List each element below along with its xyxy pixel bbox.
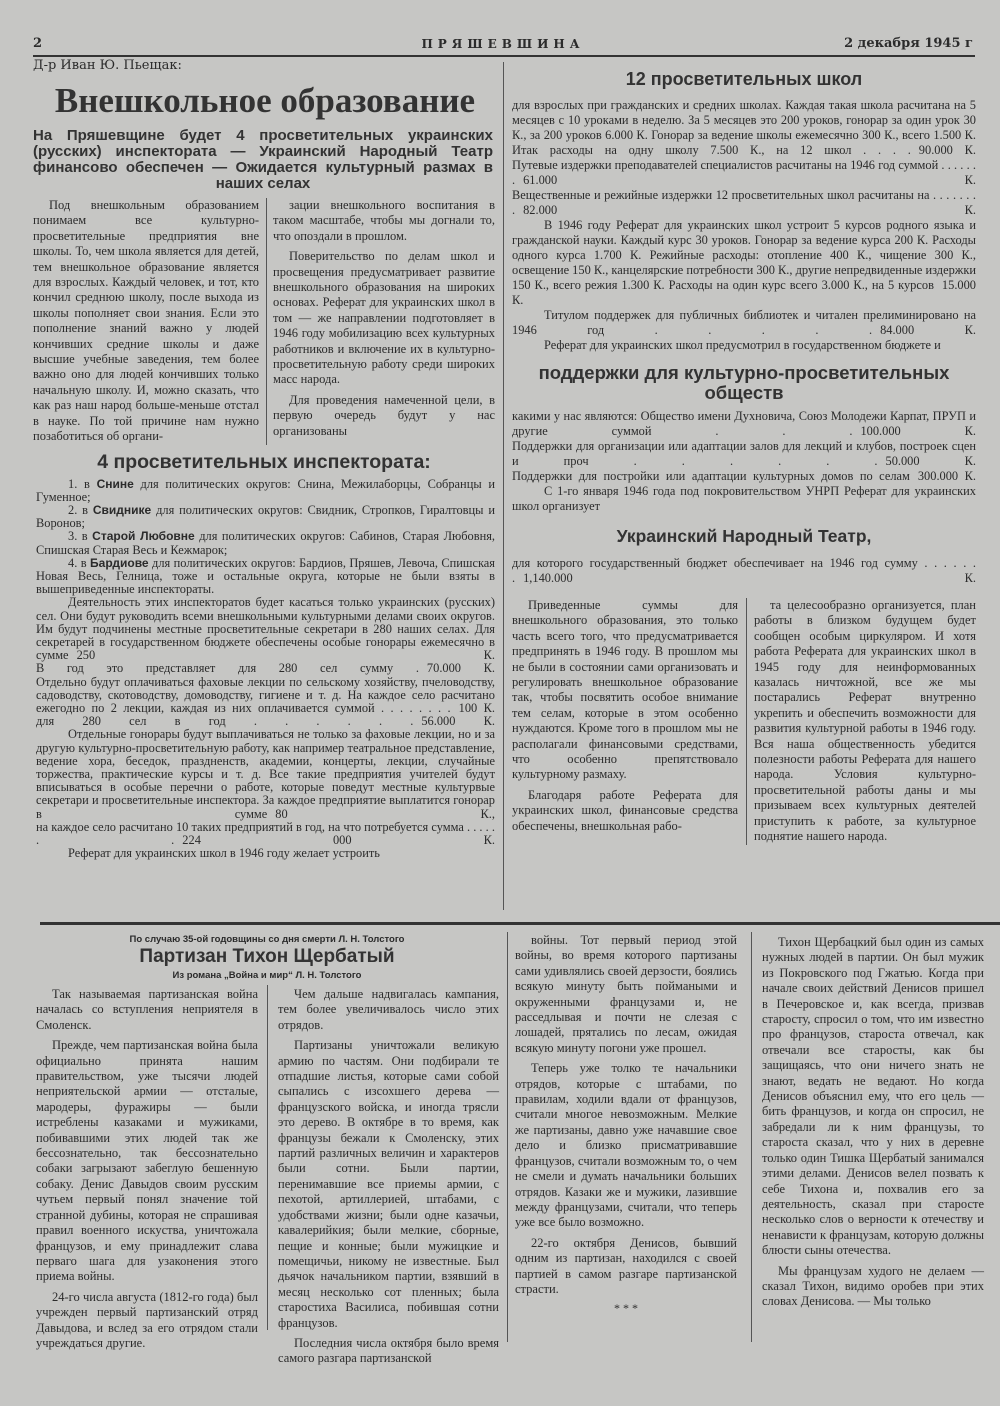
paragraph: Для проведения намеченной цели, в первую очередь будут у нас организованы [273, 392, 495, 438]
budget-text: на каждое село расчитано 10 таких предприятий в год, на что потребуется сумма . . . . . . . [36, 819, 495, 847]
item-text: для политических округов: Бардиов, Пряшев, Левоча, Спишская Новая Весь, Гелница, тоже и остальные округа, которые не были взяты в вышеприведенные инспектораты. [36, 555, 495, 597]
article1-columns [33, 198, 495, 445]
right-column-b [754, 598, 976, 845]
budget-text: Вещественные и режийные издержки 12 просветительных школ расчитаны на . . . . . . . . [512, 188, 976, 217]
budget-amount: 50.000 К. [885, 454, 976, 468]
column-text [515, 933, 737, 1297]
budget-amount: 100 К. [458, 700, 496, 715]
article-subtitle: На Пряшевщине будет 4 просветительных украинских (русских) инспектората — Украинский Народный Театр финансово обеспечен — Ожидается культурный размах в наших селах [33, 127, 493, 192]
paragraph: Партизаны уничтожали великую армию по частям. Они подбирали те отпадшие листья, которые сами собой сыпались с изсохшего дерева — французского войска, и иногда трясли это дерево. В октябре в то время, как французы бежали к Смоленску, этих партий различных величин и характеров были сотни. Были партии, перенимавшие все приемы армии, с пехотой, артиллерией, штабами, с удобствами жизни; были одне казачьи, кавалерийкия; были мелкие, сборные, пещие и конные; были мужицкие и помещичьи, никому не известные. Был дьячок начальником партии, взявший в месяц несколько сот пленных; была старостиха Василиса, побившая сотни французов. [278, 1038, 499, 1330]
article2-column-2 [278, 987, 499, 1367]
budget-text: Отдельные гонорары будут выплачиваться не только за фаховые лекции, но и за другую культурно-просветительную работу, как например театральное представление, ведение хора, беседок, праздненств, академии, концерты, лекции, случайные торжества, практические курсы и т. д. Все такие предприятия учителей будут вписываться в особые перечни о работе, которые поведут местные культурвые секретари и просветительные инспектора. За каждое предприятие выплатится гонорар в сумме [36, 727, 495, 821]
paragraph: Теперь уже толко те начальники отрядов, которые с штабами, по правилам, ходили вдали от французов, считали многое невозможным. Мелкие же партизаны, давно уже начавшие свое дело и близко присматривавшие французов, считали возможным то, о чем не смели и думать начальники больших отрядов. Казаки же и мужики, лазившие между французами, считали, что теперь уже все было возможно. [515, 1061, 737, 1230]
article2-column-3 [515, 933, 737, 1317]
budget-row [512, 409, 976, 439]
paragraph: Прежде, чем партизанская война была официально принята нашим правительством, уже тысячи людей неприятельской армии — отсталые, мародеры, фуражиры — были истреблены казаками и мужиками, побивавшими этих людей так же бессознательно, так бессознательно собаки загрызают забеглую бешенную собаку. Денис Давыдов своим русским чутьем первый понял значение той странной дубины, которая не спрашивая правил военного искуства, уничтожала французов, и ему принадлежит слава перваго шага для узаконения этого приема войны. [36, 1038, 258, 1284]
inspectorate-item [36, 478, 495, 504]
budget-rows [512, 409, 976, 484]
budget-amount: 100.000 К. [860, 424, 976, 438]
right-column-a [512, 598, 738, 834]
column-divider [267, 985, 268, 1330]
budget-row [36, 596, 495, 662]
column-divider [266, 198, 267, 445]
inspectorate-item [36, 530, 495, 556]
page-number: 2 [33, 36, 43, 51]
item-number: 3. в [68, 529, 88, 544]
paragraph: С 1-го января 1946 года под покровительством УНРП Реферат для украинских школ организует [512, 484, 976, 513]
paragraph: Мы французам худого не делаем — сказал Тихон, видимо оробев при этих словах Денисова. — Мы только [762, 1263, 984, 1309]
budget-row [512, 469, 976, 484]
budget-amount: 90.000 К. [918, 143, 976, 157]
item-text: для политических округов: Свидник, Стропков, Гиралтовцы и Воронов; [36, 502, 495, 531]
budget-amount: 250 К. [76, 648, 495, 663]
paragraph: Поверительство по делам школ и просвещения предусматривает развитие внешкольного образования на широких основах. Реферат для украинских школ в том — же направлении подготовляет в 1946 году мобилизацию всех культурных работников и включение их в культурно-просветительную работу среди широких масс народа. [273, 249, 495, 387]
budget-row [512, 218, 976, 308]
item-place: Снине [96, 476, 134, 491]
column-divider [503, 62, 504, 910]
section-heading: Украинский Народный Театр, [616, 526, 872, 546]
column-divider [507, 932, 508, 1342]
item-text: для политических округов: Сабинов, Старая Любовня, Спишская Старая Весь и Кежмарок; [36, 529, 496, 557]
paragraph: Приведенные суммы для внешкольного образования, это только часть всего того, что предусматривается предпринять в 1946 году. В прошлом мы не были в состоянии сами организовать и регулировать внешкольное образование так, чтобы посвятить особое внимание тем селам, которые в этом особенно нуждаются. Кроме того в прошлом мы не располагали финансовыми средствами, что особенно препятствовало культурному размаху. [512, 598, 738, 782]
article-kicker: По случаю 35-ой годовщины со дня смерти Л. Н. Толстого [129, 934, 405, 945]
article-byline: Д-р Иван Ю. Пьещак: [33, 58, 182, 73]
paragraph: войны. Тот первый период этой войны, во время которого партизаны сами удивлялись своей дерзости, боялись всякую минуту быть поймаными и окруженными французами и, не расседлывая и почти не слезая с лошадей, прятались по лесам, ожидая всякую минуту погони уже прошел. [515, 933, 737, 1055]
budget-amount: 80 К., [275, 806, 496, 821]
paragraph: Реферат для украинских школ предусмотрил в государственном бюджете и [544, 338, 941, 352]
budget-rows [36, 596, 495, 847]
item-number: 1. в [68, 476, 90, 491]
budget-text: В 1946 году Реферат для украинских школ устроит 5 курсов родного языка и гражданской науки. Каждый курс 30 уроков. Гонорар за ведение курса 200 К. Расходы одного курса 1.700 К. Режийные расходы: отопление 400 К., чищение 300 К., освещение 150 К., канцелярские потребности 300 К., другие непредвиденные издержки 150 К., всего режия 1.300 К. Расходы на один курс всего 3.000 К., на 5 курсов [512, 218, 977, 292]
right-columns [512, 598, 976, 845]
item-text: для политических округов: Снина, Межилаборцы, Собранцы и Гуменное; [36, 476, 495, 504]
inspectorate-item [36, 557, 495, 597]
paragraph: Под внешкольным образованием понимаем все культурно-просветительные предприятия вне школы. То, чем школа является для детей, тем внешкольное образование является для взрослых. Каждый человек, и тот, кто кончил среднюю школу, после выхода из школы пополняет свои знания. Если это пополнение знаний важно у людей кончивших средние школы и даже высшие учебные заведения, тем более важно оно для людей кончивших только начальную школу. И, можно сказать, что как раз наш народ больше-меньше отстал в науке. По той причине нам нужно позаботиться об органи- [33, 198, 259, 444]
budget-text: для взрослых при гражданских и средних школах. Каждая такая школа расчитана на 5 месяцев с 10 уроками в неделю. За 5 месяцев это 200 уроков, гонорар за один урок 30 К., за 200 уроков 6.000 К. Гонорар за ведение школы ежемесячно 300 К., всего 1.500 К. Итак расходы на одну школу 7.500 К., на 12 школ . . . . [512, 98, 976, 157]
budget-text: Отдельно будут оплачиваться фаховые лекции по сельскому хозяйству, пчеловодству, садоводству, скотоводству, домоводству, гигиене и т. д. На каждое село расчитано ежегодно по 2 лекции, каждая из них оплачивается суммой . . . . . . . . [36, 674, 495, 715]
column-divider [746, 598, 747, 845]
page-header [33, 36, 973, 54]
paragraph: 22-го октября Денисов, бывший одним из партизан, находился с своей партией в самом разгаре партизанской страсти. [515, 1235, 737, 1296]
budget-amount: 224 000 К. [182, 832, 496, 847]
right-body [512, 98, 976, 586]
budget-amount: 84.000 К. [880, 323, 976, 337]
budget-row [36, 676, 495, 716]
paragraph: зации внешкольного воспитания в таком масштабе, чтобы мы догнали то, что опоздали в прошлом. [273, 198, 495, 243]
budget-amount: 70.000 К. [426, 661, 495, 676]
right-content [512, 68, 976, 845]
item-number: 2. в [68, 502, 89, 517]
article2-column-1 [36, 987, 258, 1351]
budget-text: какими у нас являются: Общество имени Духновича, Союз Молодежи Карпат, ПРУП и другие суммой . . . [512, 409, 976, 438]
budget-text: Поддержки для постройки или адаптации культурных домов по селам [512, 469, 910, 483]
paragraph: та целесообразно организуется, план работы в близком будущем будет сообщен особым циркуляром. И хотя работа Реферата для украинских школ в 1945 году для неинформованных казалась ничтожной, все же мы постарались Реферат внутренно укрепить и обеспечить возможности для развития культурной работы в 1946 году. Вся наша общественность убедится полезности работы Реферата для нашего народа. Условия культурно-просветительной работы даны и мы призываем всех культурных деятелей приступить к работе, за культурное поднятие нашего народа. [754, 598, 976, 844]
item-place: Бардиове [90, 555, 149, 570]
budget-amount: 82.000 К. [523, 203, 976, 217]
paragraph: Тихон Щербацкий был один из самых нужных людей в партии. Он был мужик из Покровского под Гжатью. Когда при начале своих действий Денисов пришел в Печеровское и, как всегда, призвав старосту, спросил о том, что им известно про французов, староста отвечал, как отвечали все старосты, как бы защищаясь, что они ничего знать не знают, ведать не ведают. Но когда Денисов объяснил ему, что его цель — бить французов, и когда он спросил, не забредали ли к ним французы, то староста сказал, что у них в деревне только один Тишка Щербатый занимался этими делами. Денисов велел позвать к себе Тихона и, похвалив его за деятельность, сказал при старосте несколько слов о верности к отечеству и ненависти к французам, которую должны блюсти сыны отечества. [762, 935, 984, 1258]
item-place: Старой Любовне [92, 529, 195, 544]
budget-row [36, 728, 495, 820]
budget-text: Титулом поддержек для публичных библиотек и читален прелиминировано на 1946 год . . . . . [512, 308, 976, 337]
article-subtitle: Из романа „Война и мир“ Л. Н. Толстого [172, 970, 362, 981]
budget-amount: 15.000 К. [512, 278, 976, 307]
budget-row [36, 821, 495, 847]
item-place: Свиднике [92, 502, 152, 517]
paragraph: Благодаря работе Реферата для украинских школ, финансовые средства обеспечены, внешкольная рабо- [512, 787, 738, 833]
budget-rows [512, 556, 976, 586]
paragraph: Так называемая партизанская война началась со вступления неприятеля в Смоленск. [36, 987, 258, 1032]
article1-content [33, 198, 495, 860]
issue-date: 2 декабря 1945 г [844, 36, 973, 51]
inspectorate-item [36, 504, 495, 530]
budget-row [512, 556, 976, 586]
paragraph: Реферат для украинских школ в 1946 году желает устроить [68, 846, 380, 861]
paragraph: Последния числа октября было время самого разгара партизанской [278, 1335, 499, 1366]
budget-amount: 61.000 К. [523, 173, 976, 187]
section-heading: 4 просветительных инспектората: [97, 450, 431, 473]
column-divider [751, 932, 752, 1342]
header-rule [33, 55, 975, 57]
budget-row [512, 98, 976, 158]
article1-column-1 [33, 198, 259, 445]
article1-body [33, 478, 495, 861]
budget-text: Путевые издержки преподавателей специалистов расчитаны на 1946 год суммой . . . . . . . [512, 158, 976, 187]
item-number: 4. в [68, 555, 87, 570]
separator-asterisks: * * * [614, 1301, 638, 1316]
budget-text: для которого государственный бюджет обеспечивает на 1946 год сумму . . . . . . . [512, 556, 976, 585]
article2-column-4 [762, 935, 984, 1310]
inspectorate-list [36, 478, 495, 597]
budget-text: для 280 сел в год . . . . . . [36, 714, 414, 729]
paragraph: Чем дальше надвигалась кампания, тем более увеличивалось число этих отрядов. [278, 987, 499, 1032]
budget-amount: 56.000 К. [421, 714, 495, 729]
budget-amount: 300.000 К. [917, 469, 976, 483]
budget-rows [512, 98, 976, 338]
budget-row [512, 308, 976, 338]
budget-row [512, 188, 976, 218]
budget-row [512, 158, 976, 188]
budget-text: Поддержки для организации или адаптации залов для лекций и клубов, построек сцен и проч . . . . . . [512, 439, 976, 468]
section-rule [40, 922, 1000, 925]
article-title: Партизан Тихон Щербатый [139, 946, 395, 967]
section-heading: поддержки для культурно-просветительных обществ [538, 362, 950, 403]
budget-text: В год это представляет для 280 сел сумму . [36, 661, 419, 676]
budget-row [512, 439, 976, 469]
paragraph: 24-го числа августа (1812-го года) был учрежден первый партизанский отряд Давыдова, и вслед за его отрядом стали учреждаться другие. [36, 1289, 258, 1350]
article1-column-2 [273, 198, 495, 439]
budget-amount: 1,140.000 К. [523, 571, 976, 585]
newspaper-title: ПРЯШЕВШИНА [421, 37, 585, 51]
article-title: Внешкольное образование [54, 81, 476, 120]
section-heading: 12 просветительных школ [625, 69, 863, 89]
budget-text: Деятельность этих инспекторатов будет касаться только украинских (русских) сел. Они будут руководить всеми внешкольными культурными делами своих округов. Им будут подчинены местные просветительные секретари в 280 наших селах. Для секретарей в государственном бюджете обеспечены особые гонорары ежемесячно в сумме [36, 595, 495, 663]
